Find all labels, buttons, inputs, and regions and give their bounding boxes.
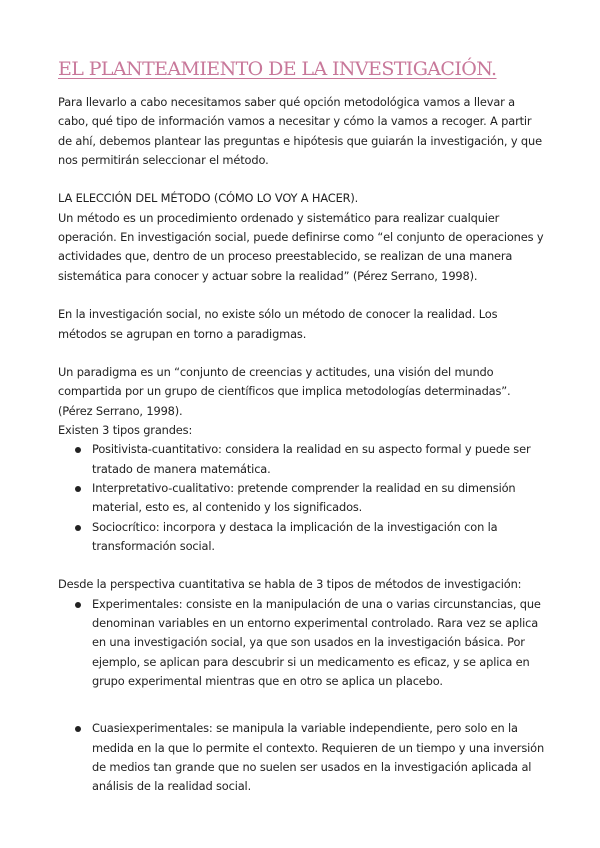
paradigm-definition-paragraph: Un paradigma es un “conjunto de creencias y actitudes, una visión del mundo compartida por un grupo de científicos que implica metodologías determinadas”. (Pérez Serrano, 1998).	[58, 365, 511, 418]
paradigm-types-list	[58, 440, 548, 556]
bullet-icon	[75, 486, 81, 492]
quant-methods-list	[58, 595, 548, 797]
types-heading: Existen 3 tipos grandes:	[58, 423, 193, 438]
list-item	[58, 719, 548, 796]
list-item	[58, 479, 548, 518]
document-body	[58, 93, 548, 796]
quant-intro-paragraph: Desde la perspectiva cuantitativa se habla de 3 tipos de métodos de investigación:	[58, 577, 522, 592]
bullet-icon	[75, 602, 81, 608]
list-item-text: Interpretativo-cualitativo: pretende comprender la realidad en su dimensión material, esto es, al contenido y los significados.	[92, 480, 516, 515]
list-item	[58, 595, 548, 691]
page-title: EL PLANTEAMIENTO DE LA INVESTIGACIÓN.	[58, 58, 497, 80]
bullet-icon	[75, 525, 81, 531]
list-item-text: Sociocrítico: incorpora y destaca la implicación de la investigación con la transformación social.	[92, 519, 498, 553]
list-item-text: Experimentales: consiste en la manipulación de una o varias circunstancias, que denominan variables en un entorno experimental controlado. Rara vez se aplica en una investigación social, ya que son usados en la investigación básica.	[92, 596, 541, 650]
section-heading: LA ELECCIÓN DEL MÉTODO (CÓMO LO VOY A HACER).	[58, 191, 359, 206]
paradigms-intro-paragraph: En la investigación social, no existe sólo un método de conocer la realidad. Los métodos se agrupan en torno a paradigmas.	[58, 307, 498, 341]
list-item-text: Positivista-cuantitativo: considera la realidad en su aspecto formal y puede ser tratado de manera matemática.	[92, 442, 531, 476]
list-item-text: Cuasiexperimentales: se manipula la variable independiente, pero solo en la medida en la que lo permite el contexto. Requieren de un tiempo y una inversión de medios tan grande que no suelen ser usados en la investigación aplicada al análisis de la realidad social.	[92, 721, 545, 794]
intro-paragraph: Para llevarlo a cabo necesitamos saber qué opción metodológica vamos a llevar a cabo, qué tipo de información vamos a necesitar y cómo la vamos a recoger. A partir de ahí, debemos plantear las preguntas e hipótesis que guiarán la investigación, y que nos permitirán seleccionar el método.	[58, 95, 542, 167]
bullet-icon	[75, 447, 81, 453]
method-definition-paragraph: Un método es un procedimiento ordenado y sistemático para realizar cualquier operación. En investigación social, puede definirse como “el conjunto de operaciones y actividades que, dentro de un proceso preestablecido, se realizan de una manera sistemática para conocer y actuar sobre la realidad” (Pérez Serrano, 1998).	[58, 210, 544, 283]
list-item	[58, 518, 548, 557]
list-item-example: Por ejemplo, se aplican para descubrir si un medicamento es eficaz, y se aplica en grupo experimental mientras que en otro se aplica un placebo.	[92, 635, 530, 688]
list-item	[58, 440, 548, 479]
bullet-icon	[75, 726, 81, 732]
